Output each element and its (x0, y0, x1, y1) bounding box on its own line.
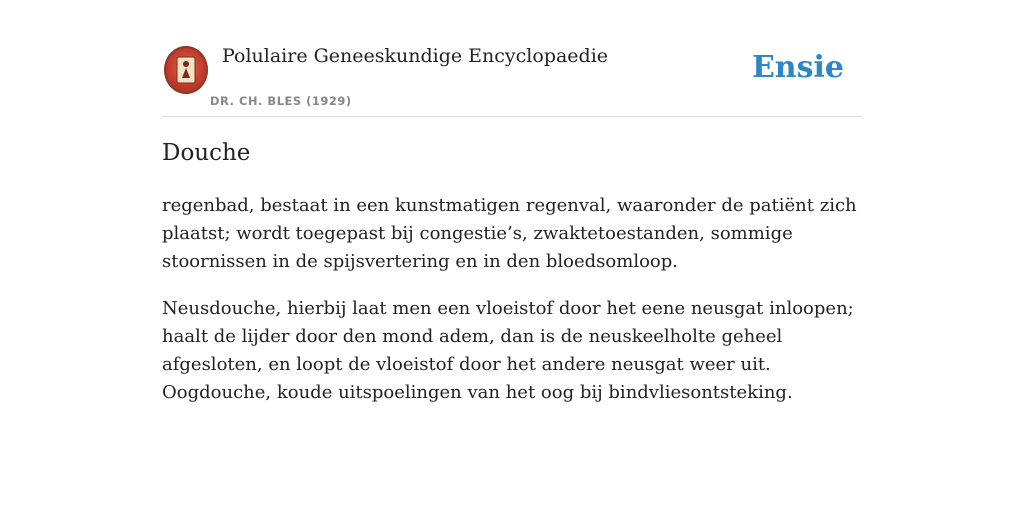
entry-paragraph: Neusdouche, hierbij laat men een vloeistof door het eene neusgat inloopen; haalt de lijder door den mond adem, dan is de neuskeelholte geheel afgesloten, en loopt de vloeistof door het andere neusgat weer uit. Oogdouche, koude uitspoelingen van het oog bij bindvliesontsteking. (162, 298, 854, 403)
book-title[interactable]: Polulaire Geneeskundige Encyclopaedie (222, 45, 609, 67)
page-content (162, 0, 862, 403)
book-author: DR. CH. BLES (1929) (210, 94, 352, 108)
book-cover-icon[interactable] (164, 46, 208, 94)
ensie-logo-link[interactable]: Ensie (751, 50, 844, 85)
entry-title: Douche (162, 140, 251, 166)
entry-paragraph: regenbad, bestaat in een kunstmatigen regenval, waaronder de patiënt zich plaatst; wordt toegepast bij congestie’s, zwaktetoestanden, sommige stoornissen in de spijsvertering en in den bloedsomloop. (162, 195, 857, 272)
entry-body (162, 192, 862, 426)
book-header (162, 0, 862, 117)
